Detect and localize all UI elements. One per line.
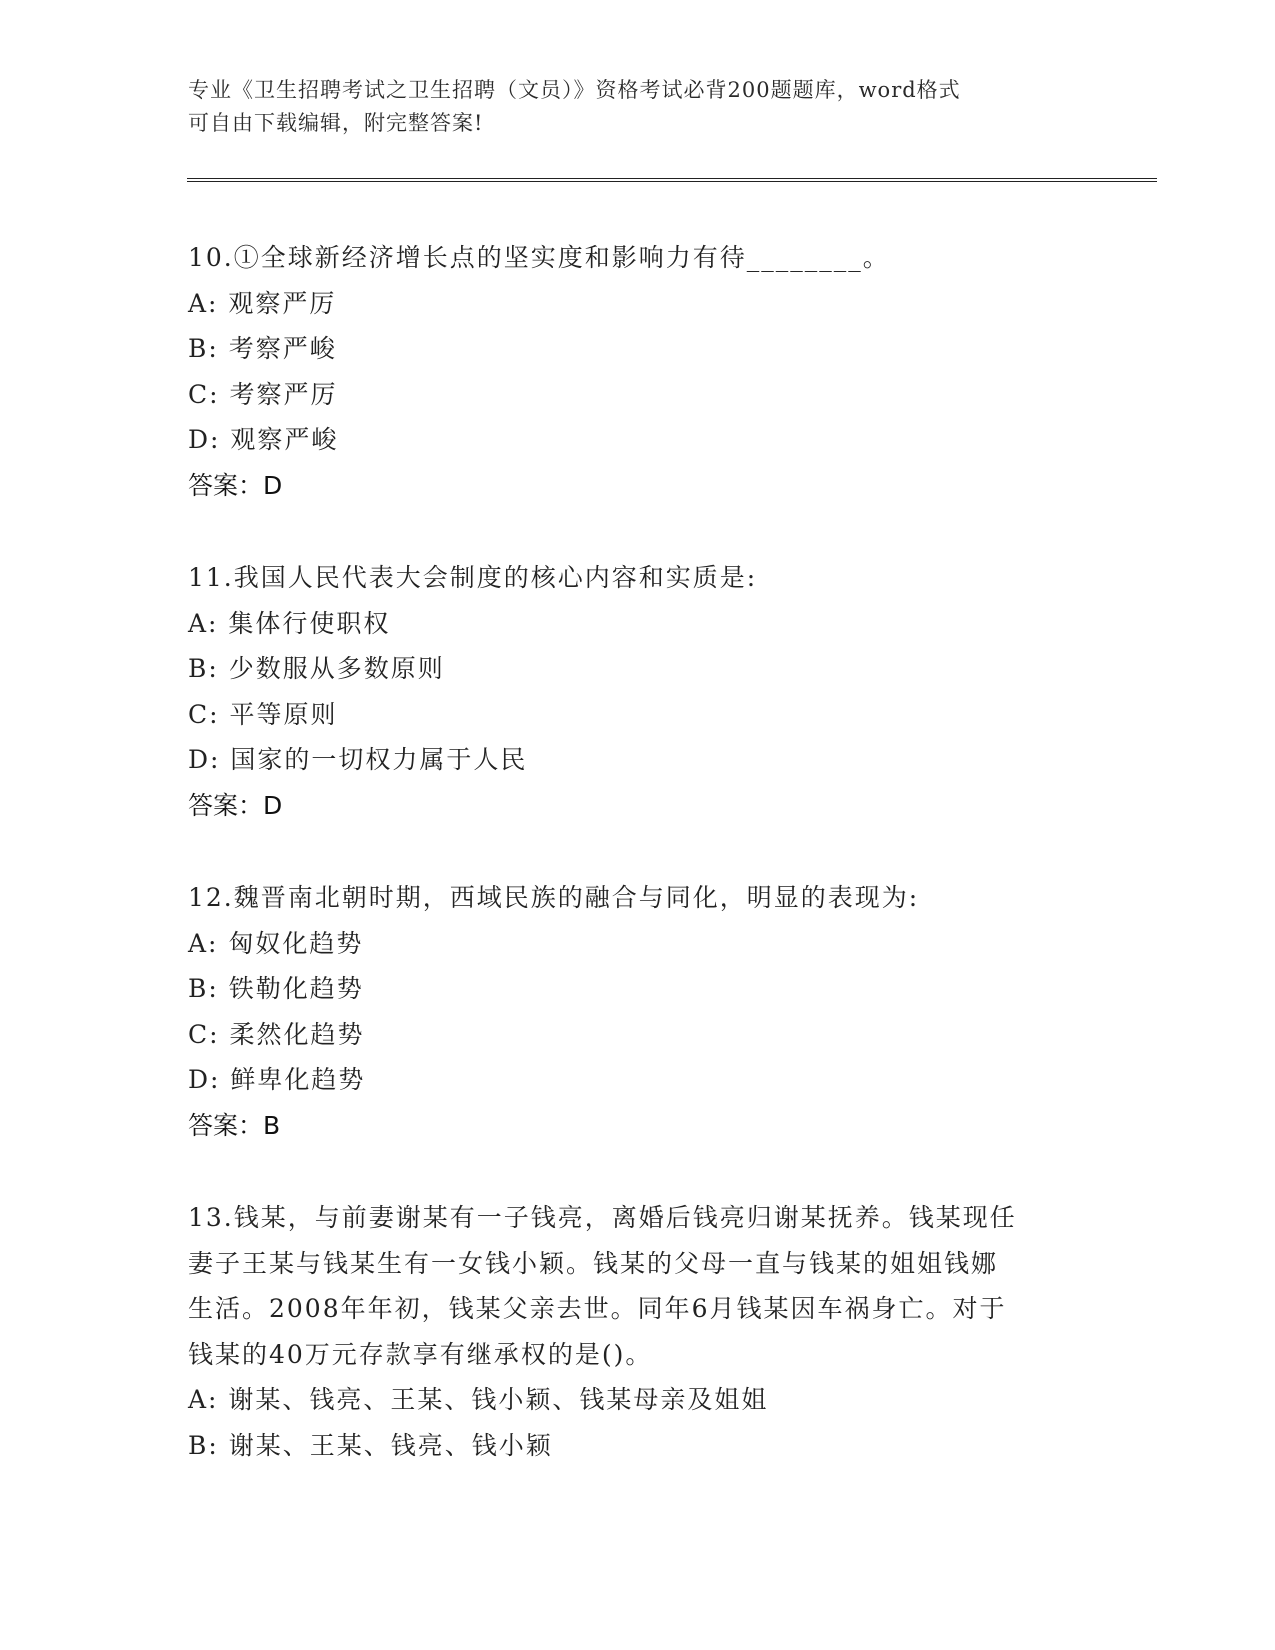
option-b: B: 少数服从多数原则 (188, 654, 445, 683)
option-b: B: 谢某、王某、钱亮、钱小颖 (188, 1430, 553, 1460)
option-b: B: 铁勒化趋势 (188, 974, 364, 1003)
question-spacer (188, 828, 1088, 875)
option-c: C: 考察严厉 (188, 379, 338, 409)
answer-line: 答案：D (188, 470, 283, 500)
option-c: C: 柔然化趋势 (188, 1019, 365, 1049)
option-c: C: 平等原则 (188, 699, 338, 729)
option-d: D: 鲜卑化趋势 (188, 1065, 366, 1094)
header-line-2: 可自由下载编辑，附完整答案! (188, 111, 484, 135)
option-a: A: 集体行使职权 (188, 608, 391, 638)
question-11 (188, 555, 1088, 828)
option-b: B: 考察严峻 (188, 334, 337, 363)
question-spacer (188, 508, 1088, 555)
question-stem-line: 生活。2008年年初，钱某父亲去世。同年6月钱某因车祸身亡。对于 (188, 1294, 1007, 1323)
option-d: D: 观察严峻 (188, 425, 339, 454)
option-a: A: 观察严厉 (188, 288, 337, 318)
question-list (188, 235, 1088, 1468)
header-line-1: 专业《卫生招聘考试之卫生招聘（文员）》资格考试必背200题题库，word格式 (188, 78, 961, 102)
question-stem: 10.①全球新经济增长点的坚实度和影响力有待________。 (188, 243, 890, 272)
question-stem-line: 妻子王某与钱某生有一女钱小颖。钱某的父母一直与钱某的姐姐钱娜 (188, 1248, 999, 1278)
question-stem: 12.魏晋南北朝时期，西域民族的融合与同化，明显的表现为: (188, 883, 920, 912)
option-d: D: 国家的一切权力属于人民 (188, 745, 528, 774)
question-spacer (188, 1148, 1088, 1195)
question-12 (188, 875, 1088, 1148)
header-divider (187, 178, 1157, 182)
document-header (188, 74, 1068, 140)
question-10 (188, 235, 1088, 508)
question-stem-line: 13.钱某，与前妻谢某有一子钱亮，离婚后钱亮归谢某抚养。钱某现任 (188, 1203, 1017, 1232)
answer-line: 答案：D (188, 790, 283, 820)
question-stem-line: 钱某的40万元存款享有继承权的是()。 (188, 1339, 653, 1369)
option-a: A: 匈奴化趋势 (188, 928, 364, 958)
question-13 (188, 1195, 1088, 1468)
option-a: A: 谢某、钱亮、王某、钱小颖、钱某母亲及姐姐 (188, 1385, 769, 1414)
question-stem: 11.我国人民代表大会制度的核心内容和实质是: (188, 563, 758, 592)
answer-line: 答案：B (188, 1110, 281, 1140)
